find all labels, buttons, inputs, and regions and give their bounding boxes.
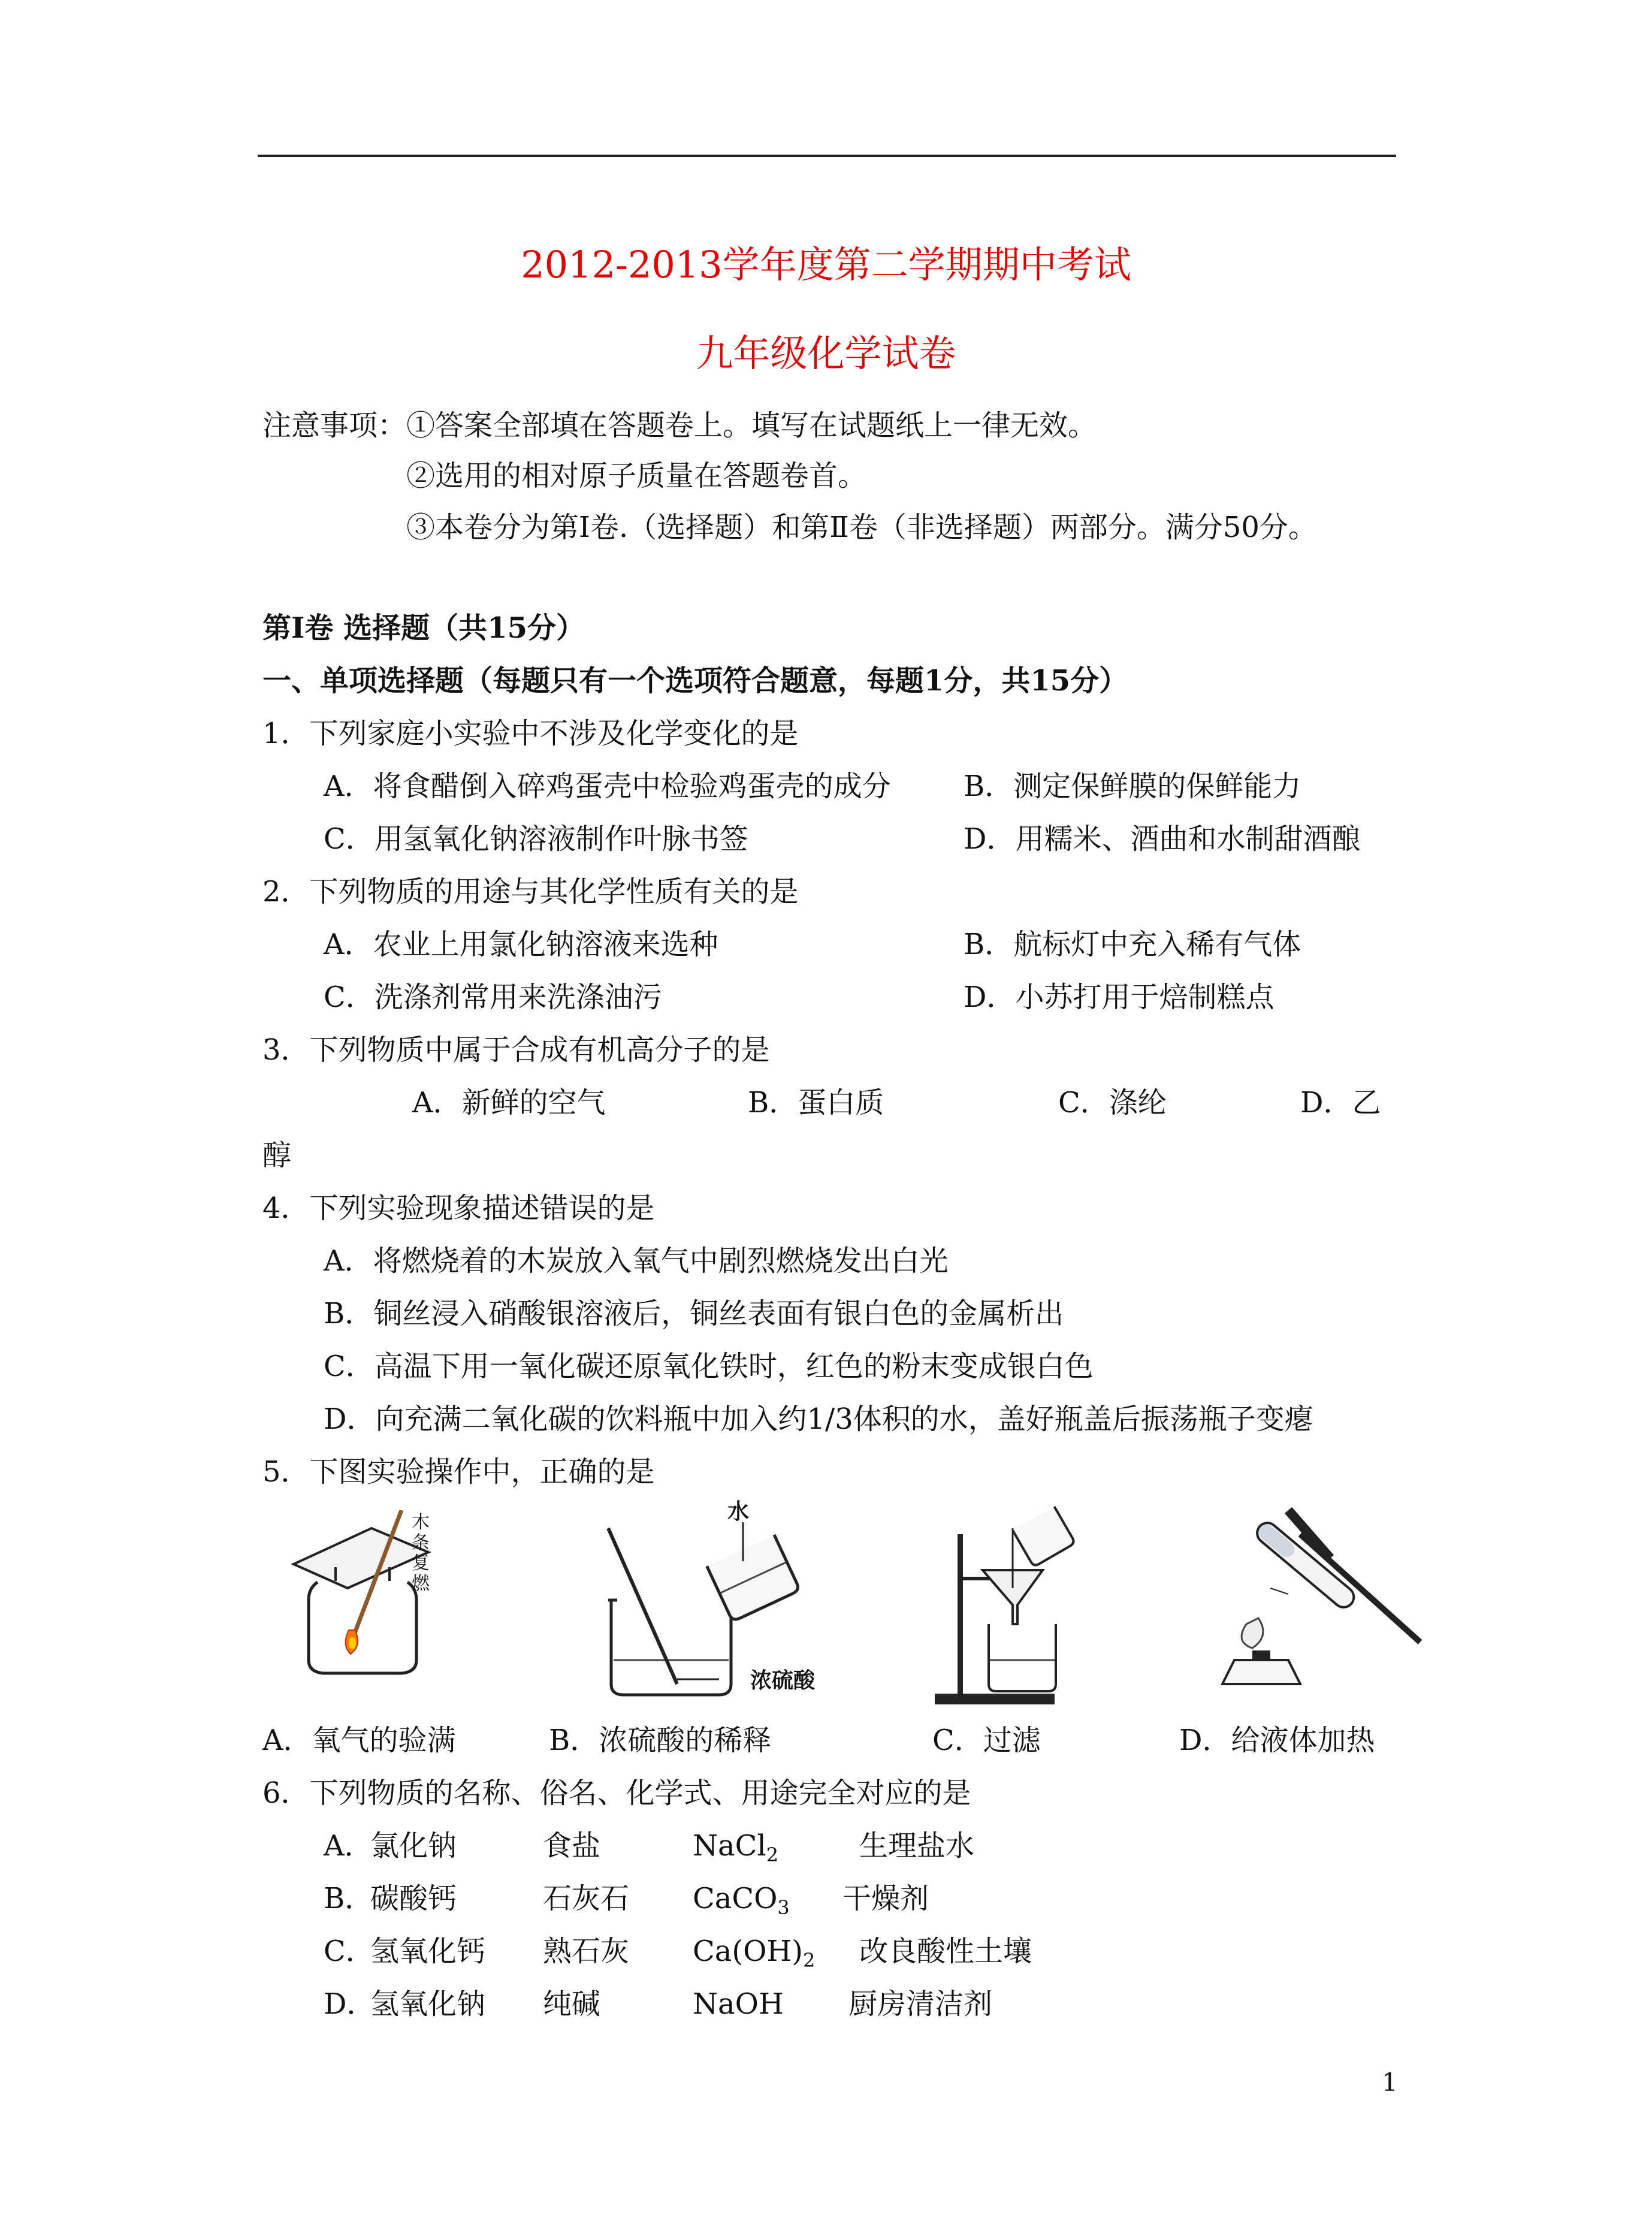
q3-option-d-continued: 醇 [262,1139,292,1172]
section-title: 第Ⅰ卷 选择题（共15分） [262,611,585,645]
q6-row-b-opt: B． [324,1882,374,1915]
q6-row-a-name: 氯化钠 [370,1829,457,1863]
figure-label-wood: 木条复燃 [412,1512,430,1594]
q6-row-a-common: 食盐 [543,1829,601,1863]
section-subtitle: 一、单项选择题（每题只有一个选项符合题意，每题1分，共15分） [262,664,1128,698]
q3-option-c: C．涤纶 [1058,1086,1167,1119]
q5-option-a: A．氧气的验满 [262,1724,456,1757]
q5-option-c: C．过滤 [932,1724,1041,1757]
q6-row-b-name: 碳酸钙 [370,1882,457,1915]
q3-option-a: A．新鲜的空气 [412,1086,606,1119]
q6-row-b-use: 干燥剂 [842,1882,929,1915]
q4-option-d: D．向充满二氧化碳的饮料瓶中加入约1/3体积的水，盖好瓶盖后振荡瓶子变瘪 [324,1402,1313,1436]
q6-row-a-formula [693,1828,778,1873]
q1-option-c: C．用氢氧化钠溶液制作叶脉书签 [324,822,748,856]
figure-label-acid: 浓硫酸 [750,1668,816,1693]
q6-stem: 6．下列物质的名称、俗名、化学式、用途完全对应的是 [262,1776,971,1810]
q5-option-b: B．浓硫酸的稀释 [549,1724,772,1757]
formula-main: CaCO [693,1882,778,1915]
q6-row-c-formula [693,1933,815,1978]
q6-row-d-name: 氢氧化钠 [370,1987,486,2021]
q5-option-d: D．给液体加热 [1179,1724,1375,1757]
q4-option-c: C．高温下用一氧化碳还原氧化铁时，红色的粉末变成银白色 [324,1350,1094,1383]
figure-filtration [923,1504,1103,1708]
figure-acid-dilution [575,1499,839,1702]
q2-stem: 2．下列物质的用途与其化学性质有关的是 [262,875,799,909]
formula-main: NaCl [693,1829,766,1863]
q1-option-a: A．将食醋倒入碎鸡蛋壳中检验鸡蛋壳的成分 [324,770,891,803]
formula-subscript: 2 [803,1949,816,1972]
q6-row-b-formula [693,1881,790,1926]
q2-option-d: D．小苏打用于焙制糕点 [964,980,1275,1014]
figure-label-water: 水 [727,1499,750,1524]
q6-row-c-common: 熟石灰 [543,1935,630,1968]
q6-row-d-common: 纯碱 [543,1987,601,2021]
q2-option-a: A．农业上用氯化钠溶液来选种 [324,928,718,961]
exam-title: 2012-2013学年度第二学期期中考试 [521,243,1131,286]
exam-subtitle: 九年级化学试卷 [696,331,956,375]
formula-subscript: 2 [766,1843,779,1866]
header-rule [258,155,1396,157]
q5-stem: 5．下图实验操作中，正确的是 [262,1455,655,1489]
q4-option-a: A．将燃烧着的木炭放入氧气中剧烈燃烧发出白光 [324,1244,949,1278]
q6-row-d-formula: NaOH [693,1987,784,2021]
formula-subscript: 3 [777,1896,790,1919]
q1-option-b: B．测定保鲜膜的保鲜能力 [964,770,1301,803]
q6-row-b-common: 石灰石 [543,1882,630,1915]
figure-oxygen-test [282,1510,437,1690]
notes-label: 注意事项： [262,409,407,442]
figure-heating-liquid [1198,1504,1426,1696]
q6-row-d-opt: D． [324,1987,376,2021]
q6-row-c-name: 氢氧化钙 [370,1935,486,1968]
q6-row-d-use: 厨房清洁剂 [848,1987,993,2021]
q6-row-a-use: 生理盐水 [859,1829,975,1863]
q4-stem: 4．下列实验现象描述错误的是 [262,1191,655,1225]
page-number: 1 [1382,2068,1398,2097]
q3-stem: 3．下列物质中属于合成有机高分子的是 [262,1033,770,1067]
q3-option-b: B．蛋白质 [748,1086,884,1119]
q4-option-b: B．铜丝浸入硝酸银溶液后，铜丝表面有银白色的金属析出 [324,1297,1064,1330]
q2-option-c: C．洗涤剂常用来洗涤油污 [324,980,662,1014]
q1-stem: 1．下列家庭小实验中不涉及化学变化的是 [262,717,799,750]
q6-row-c-opt: C． [324,1935,375,1968]
q6-row-c-use: 改良酸性土壤 [859,1935,1032,1968]
note-item-3: ③本卷分为第Ⅰ卷.（选择题）和第Ⅱ卷（非选择题）两部分。满分50分。 [406,511,1317,544]
note-item-1: ①答案全部填在答题卷上。填写在试题纸上一律无效。 [406,409,1097,442]
q6-row-a-opt: A． [324,1829,373,1863]
q3-option-d: D．乙 [1300,1086,1381,1119]
q2-option-b: B．航标灯中充入稀有气体 [964,928,1301,961]
note-item-2: ②选用的相对原子质量在答题卷首。 [406,459,867,493]
formula-main: Ca(OH) [693,1935,804,1968]
q1-option-d: D．用糯米、酒曲和水制甜酒酿 [964,822,1361,856]
